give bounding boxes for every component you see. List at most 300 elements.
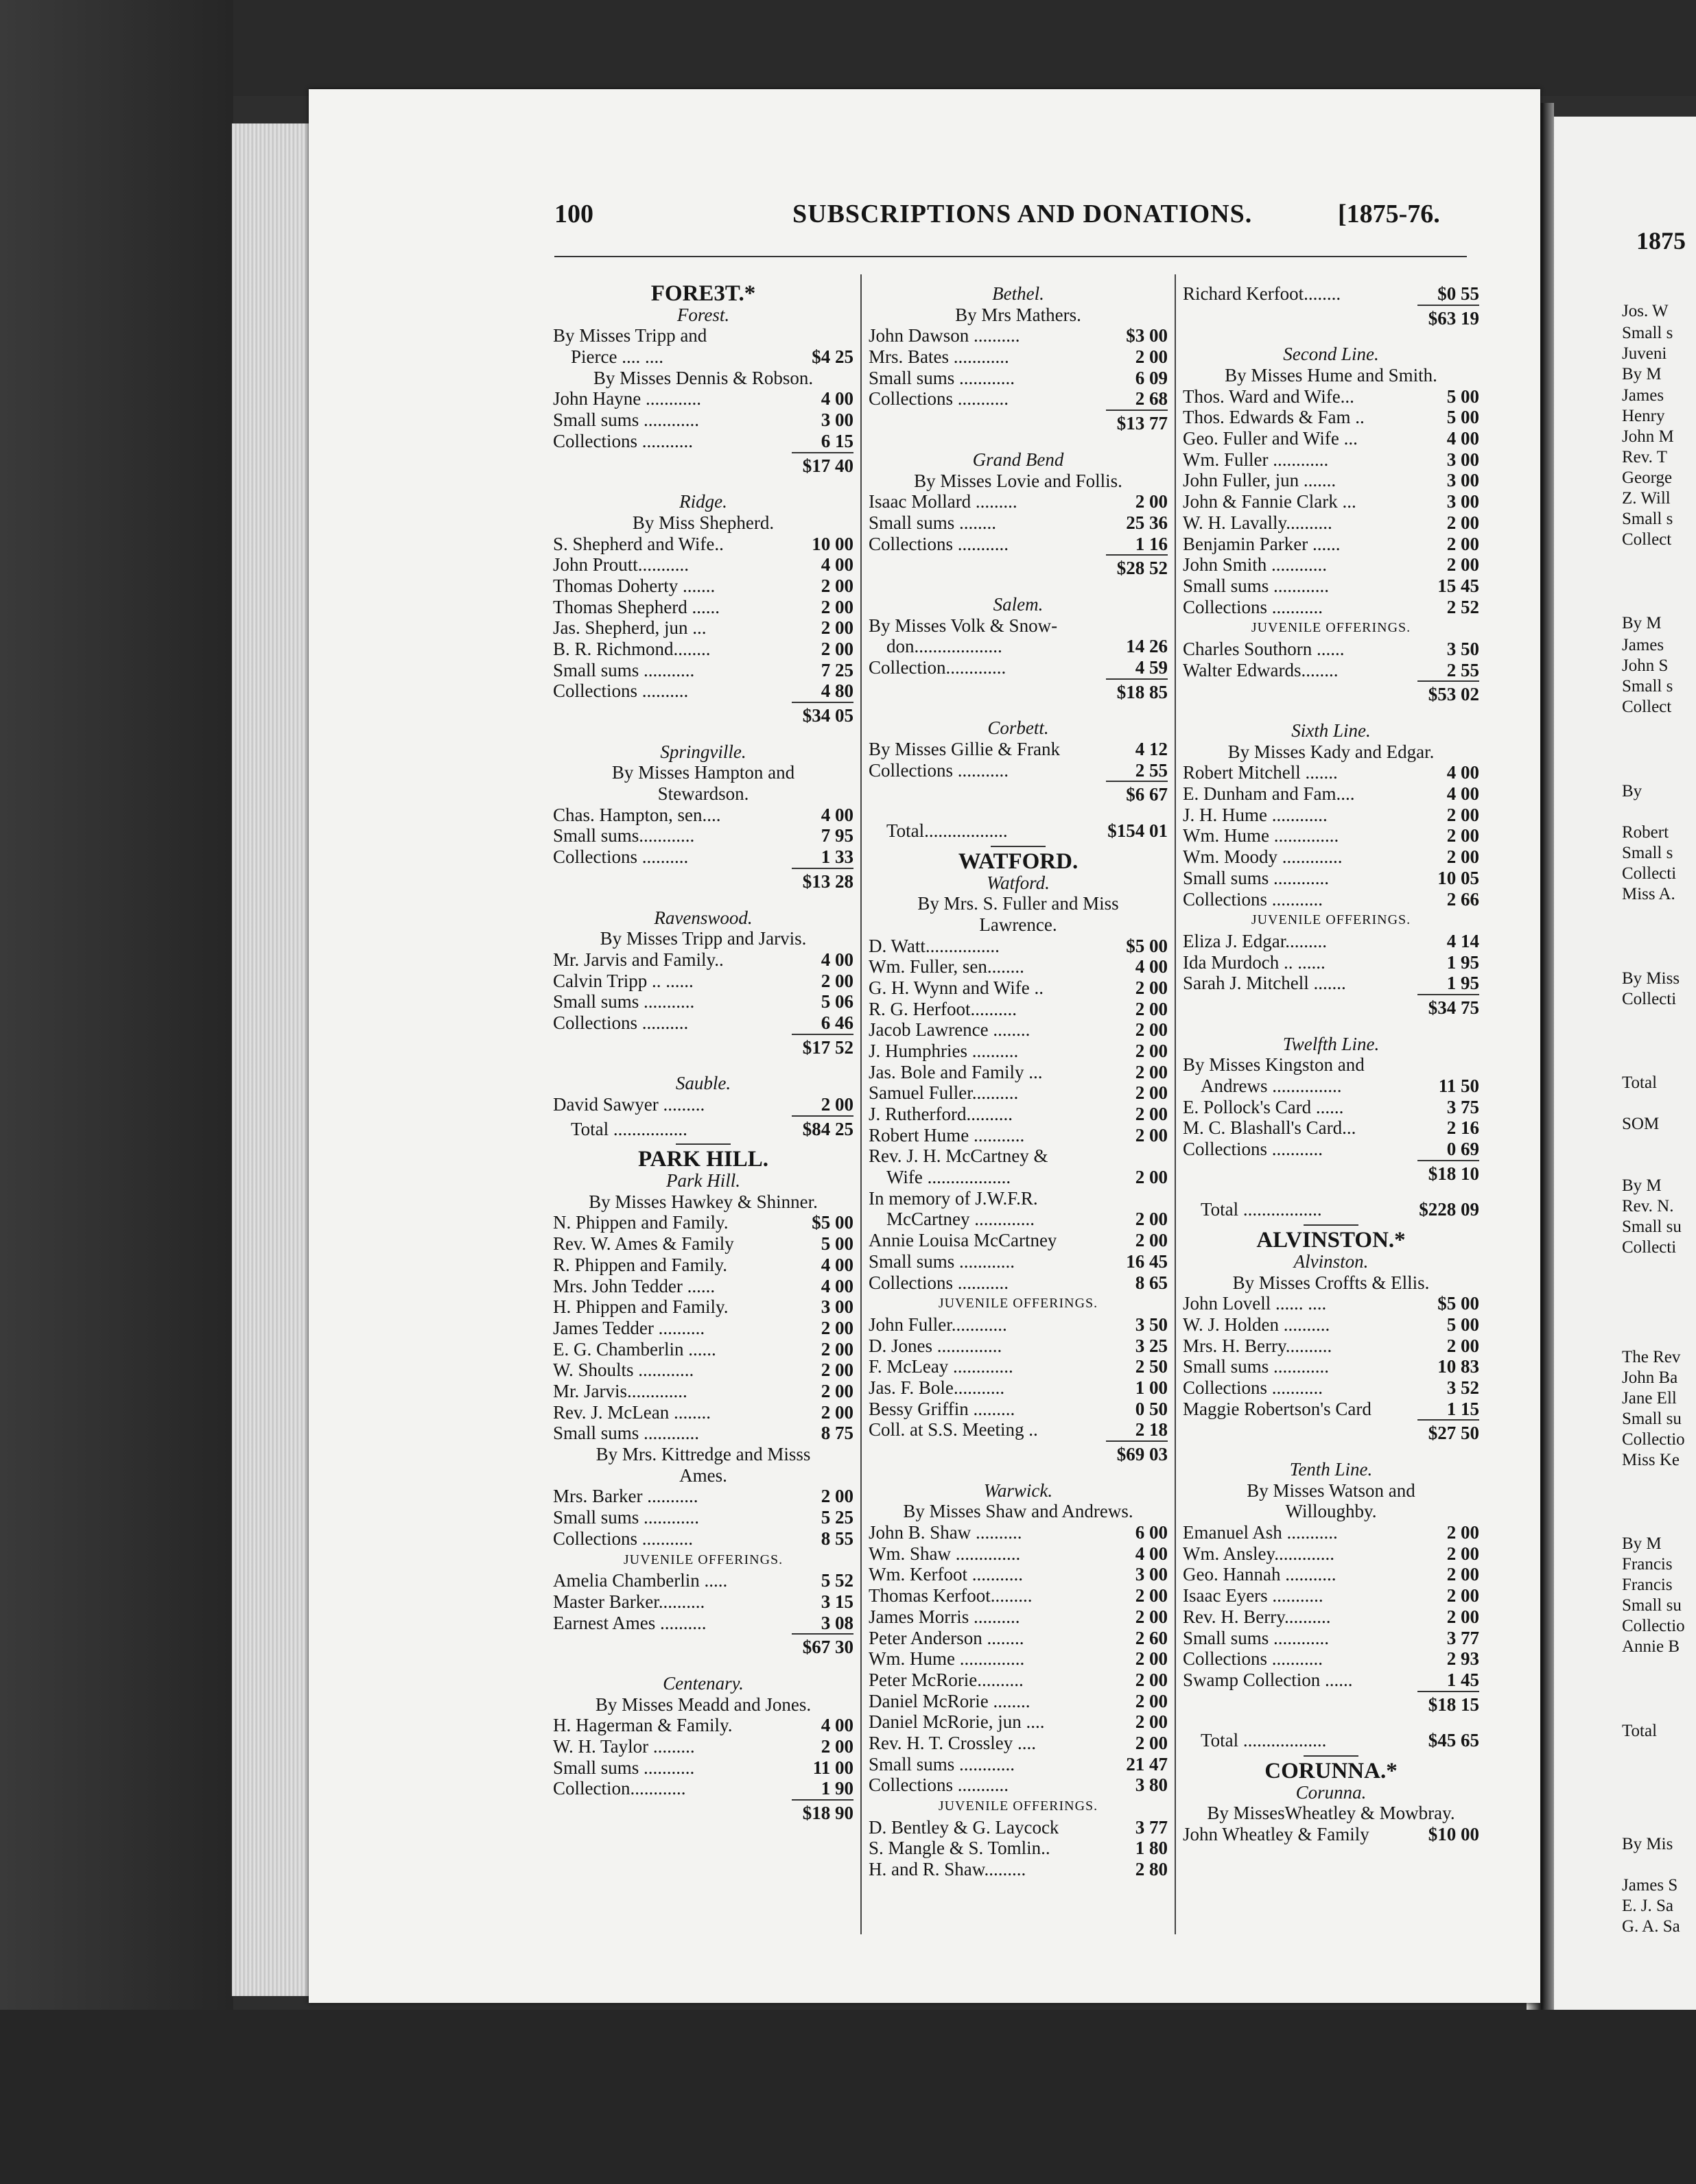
donation-row	[869, 346, 1168, 368]
donation-row	[553, 534, 853, 555]
donation-row	[1183, 1293, 1479, 1314]
collector-line: By Misses Watson and	[1247, 1480, 1415, 1501]
donation-row	[553, 1339, 853, 1360]
donor-name: Collections ...........	[869, 759, 1009, 781]
next-page-line: Rev. N.	[1622, 1197, 1674, 1215]
donor-name: Collections ...........	[1183, 888, 1323, 910]
donation-amount: 3 00	[1446, 491, 1479, 512]
section-divider	[991, 846, 1046, 847]
donor-name: E. Pollock's Card ......	[1183, 1096, 1344, 1117]
donor-name: D. Watt................	[869, 935, 1000, 956]
donation-row	[553, 1486, 853, 1507]
donation-amount: 2 93	[1446, 1648, 1479, 1670]
donation-row	[553, 597, 853, 618]
donor-name: James Morris ..........	[869, 1606, 1020, 1627]
subtotal-amount: $67 30	[802, 1637, 853, 1658]
next-page-header: 1875	[1636, 227, 1686, 254]
subtotal-amount: $18 90	[802, 1803, 853, 1824]
collector-line: By Misses Tripp and Jarvis.	[600, 928, 807, 949]
donation-row	[553, 949, 853, 971]
donation-row	[1183, 1117, 1479, 1139]
donation-row	[553, 805, 853, 826]
donation-row	[869, 1272, 1168, 1294]
donation-amount: 2 00	[821, 1338, 853, 1360]
subsection-heading: Second Line.	[1283, 344, 1379, 365]
subtotal-amount: $34 05	[802, 705, 853, 726]
donor-name: Collections ...........	[869, 1774, 1009, 1796]
donor-name: D. Jones ..............	[869, 1335, 1002, 1356]
donor-name: Small sums ............	[553, 1423, 700, 1444]
donor-name: Collection............	[553, 1778, 686, 1799]
next-page-line: Juveni	[1622, 344, 1667, 363]
donor-name: Jas. F. Bole...........	[869, 1377, 1005, 1398]
subsection-heading: Sauble.	[675, 1073, 731, 1094]
donation-amount: 3 50	[1135, 1314, 1168, 1335]
donor-name: Small sums............	[553, 825, 695, 846]
page-title: SUBSCRIPTIONS AND DONATIONS.	[792, 200, 1253, 228]
donor-name: Small sums ............	[869, 367, 1015, 388]
donation-row	[1183, 783, 1479, 805]
donation-row	[1183, 597, 1479, 618]
donor-name: M. C. Blashall's Card...	[1183, 1117, 1356, 1139]
subsection-heading: Park Hill.	[666, 1170, 740, 1191]
column-1	[553, 283, 853, 1824]
donation-amount: 2 00	[1135, 1167, 1168, 1188]
donation-row	[553, 1736, 853, 1757]
spacer	[869, 805, 1168, 820]
donation-row	[553, 575, 853, 597]
donation-row	[1183, 952, 1479, 973]
collector-line: By MissesWheatley & Mowbray.	[1207, 1803, 1455, 1824]
section-heading: PARK HILL.	[637, 1147, 769, 1172]
donation-row	[869, 1565, 1168, 1586]
donation-amount: 3 00	[1446, 470, 1479, 491]
subsection-heading: Corunna.	[1295, 1781, 1367, 1803]
donor-name: Total ..................	[1201, 1730, 1327, 1751]
next-page-line: Collecti	[1622, 864, 1677, 883]
donor-name: Sarah J. Mitchell .......	[1183, 973, 1346, 994]
donor-name: Wm. Moody .............	[1183, 846, 1343, 868]
spacer	[553, 476, 853, 491]
next-page-line: By M	[1622, 1534, 1662, 1553]
donation-amount: 2 00	[1135, 1061, 1168, 1082]
donor-name: Daniel McRorie ........	[869, 1690, 1030, 1711]
donation-row	[1183, 639, 1479, 660]
next-page-line: By Mis	[1622, 1835, 1673, 1853]
next-page-line: Henry	[1622, 407, 1665, 425]
subsection-heading: Ravenswood.	[654, 907, 753, 928]
donor-name: Rev. H. Berry..........	[1183, 1606, 1331, 1627]
next-page-line: Small s	[1622, 677, 1673, 696]
donation-row	[553, 1233, 853, 1255]
donor-name: E. Dunham and Fam....	[1183, 783, 1355, 805]
donation-amount: 2 00	[1135, 1209, 1168, 1230]
donation-row	[869, 1754, 1168, 1775]
donation-amount: 2 00	[821, 575, 853, 596]
donor-name: Peter McRorie..........	[869, 1669, 1024, 1690]
donation-row	[869, 388, 1168, 410]
next-page-line: John M	[1622, 427, 1674, 446]
donation-amount: 8 55	[821, 1528, 853, 1549]
donor-name: H. Hagerman & Family.	[553, 1715, 733, 1736]
donation-row	[1183, 1139, 1479, 1160]
donation-row	[1183, 1054, 1479, 1076]
donation-row	[553, 971, 853, 992]
donation-amount: 21 47	[1126, 1753, 1168, 1774]
donation-amount: $0 55	[1437, 283, 1479, 304]
donor-name: D. Bentley & G. Laycock	[869, 1816, 1059, 1838]
subtotal-amount: $63 19	[1428, 307, 1479, 329]
next-page-line: Miss A.	[1622, 885, 1675, 903]
donor-name: Jacob Lawrence ........	[869, 1019, 1030, 1041]
donor-name: J. Humphries ..........	[869, 1040, 1019, 1061]
donor-name: McCartney .............	[886, 1209, 1035, 1230]
donation-amount: 0 69	[1446, 1139, 1479, 1160]
donor-name: David Sawyer .........	[553, 1094, 705, 1115]
donor-name: Collections ...........	[1183, 596, 1323, 617]
donation-row	[553, 1715, 853, 1736]
donation-row	[553, 1296, 853, 1318]
subtotal-amount: $18 10	[1428, 1163, 1479, 1184]
donor-name: Small sums ............	[1183, 1627, 1330, 1648]
donation-amount: 2 60	[1135, 1627, 1168, 1648]
subtotal-amount: $34 75	[1428, 997, 1479, 1018]
donation-amount: 3 75	[1446, 1096, 1479, 1117]
spacer	[1183, 1715, 1479, 1730]
donor-name: Collections ...........	[553, 430, 693, 451]
donor-name: W. H. Lavally..........	[1183, 512, 1332, 533]
donation-amount: 2 00	[1446, 825, 1479, 846]
donor-name: Ida Murdoch .. ......	[1183, 951, 1326, 973]
donor-name: Swamp Collection ......	[1183, 1669, 1353, 1690]
spacer	[869, 1465, 1168, 1480]
donation-row	[869, 1251, 1168, 1272]
donation-row	[869, 739, 1168, 760]
donation-row	[553, 1119, 853, 1140]
donor-name: Collections ...........	[869, 1272, 1009, 1293]
donor-name: Peter Anderson ........	[869, 1627, 1024, 1648]
donor-name: Small sums ............	[1183, 867, 1330, 888]
donation-row	[869, 1543, 1168, 1565]
donor-name: Total .................	[1201, 1199, 1322, 1220]
donor-name: Amelia Chamberlin .....	[553, 1570, 728, 1591]
donation-row	[869, 1041, 1168, 1062]
next-page-line: Total	[1622, 1073, 1658, 1092]
donor-name: James Tedder ..........	[553, 1317, 705, 1338]
donation-row	[553, 1360, 853, 1381]
donation-amount: 2 00	[1446, 533, 1479, 554]
donor-name: Collections ...........	[553, 1528, 693, 1549]
subsection-heading: Twelfth Line.	[1282, 1033, 1380, 1054]
donation-row	[553, 1094, 853, 1115]
donor-name: John & Fannie Clark ...	[1183, 491, 1356, 512]
donation-amount: 2 18	[1135, 1419, 1168, 1440]
donation-row	[869, 1104, 1168, 1125]
subtotal-amount: $18 85	[1116, 681, 1168, 702]
section-heading: CORUNNA.*	[1264, 1759, 1398, 1783]
donation-amount: 2 00	[821, 1094, 853, 1115]
donor-name: Rev. J. H. McCartney &	[869, 1146, 1048, 1167]
donor-name: Total..................	[886, 820, 1008, 842]
donation-row	[869, 1019, 1168, 1041]
spacer	[1183, 705, 1479, 720]
collector-line: By Misses Shaw and Andrews.	[903, 1501, 1133, 1522]
donation-row	[869, 491, 1168, 512]
donation-amount: 3 77	[1135, 1816, 1168, 1838]
section-heading: WATFORD.	[958, 848, 1079, 874]
donation-amount: 4 12	[1135, 739, 1168, 760]
collector-line: By Misses Hampton and	[611, 762, 795, 783]
next-page-line: Small s	[1622, 844, 1673, 862]
next-page-line: Small s	[1622, 324, 1673, 342]
donation-row	[869, 1838, 1168, 1859]
next-page-line: Miss Ke	[1622, 1451, 1680, 1469]
donation-row	[1183, 1314, 1479, 1336]
donation-amount: 4 00	[821, 388, 853, 410]
donation-row	[553, 1276, 853, 1297]
donation-row	[1183, 1565, 1479, 1586]
donor-name: Pierce .... ....	[571, 346, 663, 368]
donor-name: Samuel Fuller..........	[869, 1082, 1019, 1104]
donation-row	[553, 1778, 853, 1799]
subsection-heading: Grand Bend	[972, 449, 1064, 470]
donor-name: Rev. H. T. Crossley ....	[869, 1732, 1036, 1753]
donor-name: Chas. Hampton, sen....	[553, 804, 721, 825]
collector-line: By Misses Croffts & Ellis.	[1232, 1272, 1430, 1293]
collector-line: By Mrs. Kittredge and Misss	[596, 1444, 811, 1465]
next-page-line: George	[1622, 468, 1673, 487]
donation-row	[553, 1757, 853, 1779]
donation-amount: 2 00	[1135, 1082, 1168, 1104]
donation-amount: 2 00	[821, 1360, 853, 1381]
collector-line: By Misses Dennis & Robson.	[593, 367, 814, 388]
category-label: JUVENILE OFFERINGS.	[938, 1799, 1098, 1814]
next-page-line: By M	[1622, 614, 1662, 632]
donation-row	[1183, 1730, 1479, 1751]
donation-amount: 2 00	[1135, 998, 1168, 1019]
page-year: [1875-76.	[1338, 200, 1440, 228]
column-2	[869, 283, 1168, 1880]
donation-row	[553, 1381, 853, 1402]
donor-name: N. Phippen and Family.	[553, 1212, 729, 1233]
donor-name: By Misses Volk & Snow-	[869, 615, 1058, 636]
page-number: 100	[554, 200, 593, 228]
donation-row	[553, 1507, 853, 1528]
donation-amount: 4 00	[821, 1715, 853, 1736]
donation-row	[553, 1255, 853, 1276]
donation-row	[869, 999, 1168, 1020]
next-page-line: SOM	[1622, 1115, 1660, 1133]
subtotal-amount: $27 50	[1428, 1423, 1479, 1444]
donor-name: Mrs. H. Berry..........	[1183, 1335, 1332, 1356]
donation-amount: 6 46	[821, 1012, 853, 1033]
donor-name: By Misses Gillie & Frank	[869, 739, 1061, 760]
donation-amount: 2 52	[1446, 596, 1479, 617]
donation-row	[869, 1146, 1168, 1167]
donation-row	[1183, 826, 1479, 847]
spacer	[1183, 1444, 1479, 1459]
donor-name: Rev. W. Ames & Family	[553, 1233, 734, 1255]
donor-name: Small sums ............	[553, 1507, 700, 1528]
donation-amount: 4 00	[821, 554, 853, 575]
donor-name: Wm. Fuller, sen........	[869, 956, 1024, 977]
donation-amount: $228 09	[1419, 1199, 1479, 1220]
next-page-line: James S	[1622, 1876, 1678, 1895]
donor-name: H. Phippen and Family.	[553, 1296, 729, 1318]
donation-row	[869, 1774, 1168, 1796]
donation-amount: 2 66	[1446, 888, 1479, 910]
donation-amount: 2 00	[1135, 1585, 1168, 1606]
donation-row	[869, 615, 1168, 637]
donor-name: Wm. Shaw ..............	[869, 1543, 1021, 1564]
donation-row	[869, 956, 1168, 977]
donation-amount: 3 50	[1446, 638, 1479, 659]
donor-name: Total ................	[571, 1118, 687, 1139]
donor-name: Walter Edwards........	[1183, 659, 1339, 680]
donation-amount: 2 00	[1446, 512, 1479, 533]
donation-row	[1183, 428, 1479, 449]
donation-amount: 4 00	[1446, 762, 1479, 783]
collector-line: By Miss Shepherd.	[632, 512, 775, 533]
donor-name: Benjamin Parker ......	[1183, 533, 1341, 554]
collector-line: Lawrence.	[979, 914, 1057, 935]
donation-amount: 10 00	[812, 533, 853, 554]
donation-amount: 2 16	[1446, 1117, 1479, 1139]
dark-background-left	[0, 0, 233, 2184]
donor-name: Thomas Kerfoot.........	[869, 1585, 1033, 1606]
donor-name: Wm. Kerfoot ...........	[869, 1564, 1023, 1585]
donor-name: Small sums ...........	[553, 1757, 695, 1778]
donor-name: John Fuller............	[869, 1314, 1007, 1335]
donor-name: G. H. Wynn and Wife ..	[869, 977, 1044, 998]
donation-amount: 2 00	[821, 970, 853, 991]
donation-amount: 5 00	[1446, 1314, 1479, 1335]
donation-amount: 0 50	[1135, 1398, 1168, 1419]
spacer	[1183, 1019, 1479, 1034]
donation-amount: 2 00	[1446, 1606, 1479, 1627]
donor-name: Calvin Tripp .. ......	[553, 970, 694, 991]
book-page-edges	[232, 123, 314, 1996]
donor-name: Earnest Ames ..........	[553, 1612, 707, 1633]
donor-name: Collections ...........	[869, 533, 1009, 554]
donation-row	[553, 554, 853, 575]
donation-row	[869, 1082, 1168, 1104]
donation-amount: 2 00	[821, 1317, 853, 1338]
donation-row	[553, 1613, 853, 1634]
donation-row	[869, 1167, 1168, 1188]
donation-amount: 2 00	[821, 617, 853, 639]
donation-amount: 1 33	[821, 846, 853, 868]
donation-row	[869, 1711, 1168, 1733]
donation-row	[1183, 1824, 1479, 1845]
collector-line: By Misses Meadd and Jones.	[595, 1694, 812, 1715]
donation-amount: 2 80	[1135, 1859, 1168, 1880]
donation-amount: $5 00	[1437, 1293, 1479, 1314]
donation-row	[553, 1423, 853, 1444]
donation-row	[1183, 512, 1479, 534]
donor-name: John Wheatley & Family	[1183, 1824, 1369, 1845]
spacer	[869, 702, 1168, 717]
donation-amount: 2 00	[1135, 491, 1168, 512]
donation-row	[1183, 554, 1479, 575]
donation-row	[553, 1213, 853, 1234]
donation-row	[869, 1522, 1168, 1543]
donation-row	[553, 388, 853, 410]
donation-amount: 6 00	[1135, 1522, 1168, 1543]
donor-name: John Dawson ..........	[869, 325, 1020, 346]
donation-amount: 5 00	[1446, 385, 1479, 407]
donation-amount: 2 00	[1135, 1606, 1168, 1627]
spacer	[553, 892, 853, 907]
donation-row	[553, 639, 853, 660]
donation-row	[869, 1628, 1168, 1649]
donation-row	[1183, 471, 1479, 492]
subtotal-amount: $13 77	[1116, 413, 1168, 434]
donation-row	[1183, 1648, 1479, 1670]
collector-line: By Mrs Mathers.	[955, 304, 1081, 325]
donor-name: By Misses Kingston and	[1183, 1054, 1365, 1076]
donation-amount: $10 00	[1428, 1824, 1479, 1845]
donation-amount: 2 00	[1135, 346, 1168, 368]
next-page-line: Jane Ell	[1622, 1389, 1677, 1408]
donation-amount: 2 00	[1135, 977, 1168, 998]
next-page-line: Small su	[1622, 1218, 1682, 1236]
donation-row	[869, 1230, 1168, 1251]
donation-amount: 14 26	[1126, 636, 1168, 657]
donation-amount: 2 00	[821, 596, 853, 617]
donation-amount: 2 00	[1446, 1564, 1479, 1585]
donation-row	[1183, 534, 1479, 555]
donation-row	[869, 534, 1168, 555]
donor-name: Collections ...........	[1183, 1648, 1323, 1670]
donation-amount: 2 00	[821, 1735, 853, 1757]
subsection-heading: Salem.	[993, 593, 1044, 615]
donation-row	[869, 325, 1168, 346]
donor-name: Rev. J. McLean ........	[553, 1401, 711, 1423]
donor-name: Robert Mitchell .......	[1183, 762, 1338, 783]
donor-name: Robert Hume ...........	[869, 1124, 1025, 1146]
subsection-heading: Springville.	[660, 741, 746, 762]
donation-amount: 2 68	[1135, 388, 1168, 410]
donation-row	[1183, 889, 1479, 910]
donation-row	[869, 1188, 1168, 1209]
subsection-heading: Centenary.	[663, 1672, 744, 1694]
donor-name: Bessy Griffin .........	[869, 1398, 1015, 1419]
donation-row	[1183, 491, 1479, 512]
collector-line: By Misses Lovie and Follis.	[914, 470, 1122, 491]
donor-name: Jas. Bole and Family ...	[869, 1061, 1043, 1082]
donation-amount: 2 00	[1446, 1522, 1479, 1543]
donation-row	[869, 1125, 1168, 1146]
donation-row	[869, 1419, 1168, 1440]
donation-amount: 4 00	[1446, 783, 1479, 805]
donation-amount: 1 15	[1446, 1398, 1479, 1419]
donor-name: Collections ...........	[869, 388, 1009, 410]
column-divider-2	[1175, 274, 1176, 1934]
donation-row	[869, 1356, 1168, 1377]
donation-row	[1183, 449, 1479, 471]
donation-amount: 1 16	[1135, 533, 1168, 554]
next-page-line: Small su	[1622, 1410, 1682, 1428]
donation-row	[869, 1209, 1168, 1231]
donation-row	[553, 1012, 853, 1034]
donor-name: Daniel McRorie, jun ....	[869, 1711, 1045, 1733]
subsection-heading: Sixth Line.	[1291, 720, 1371, 741]
subsection-heading: Watford.	[987, 872, 1050, 893]
donation-amount: 3 52	[1446, 1377, 1479, 1398]
donor-name: Charles Southorn ......	[1183, 638, 1345, 659]
donor-name: Maggie Robertson's Card	[1183, 1398, 1371, 1419]
